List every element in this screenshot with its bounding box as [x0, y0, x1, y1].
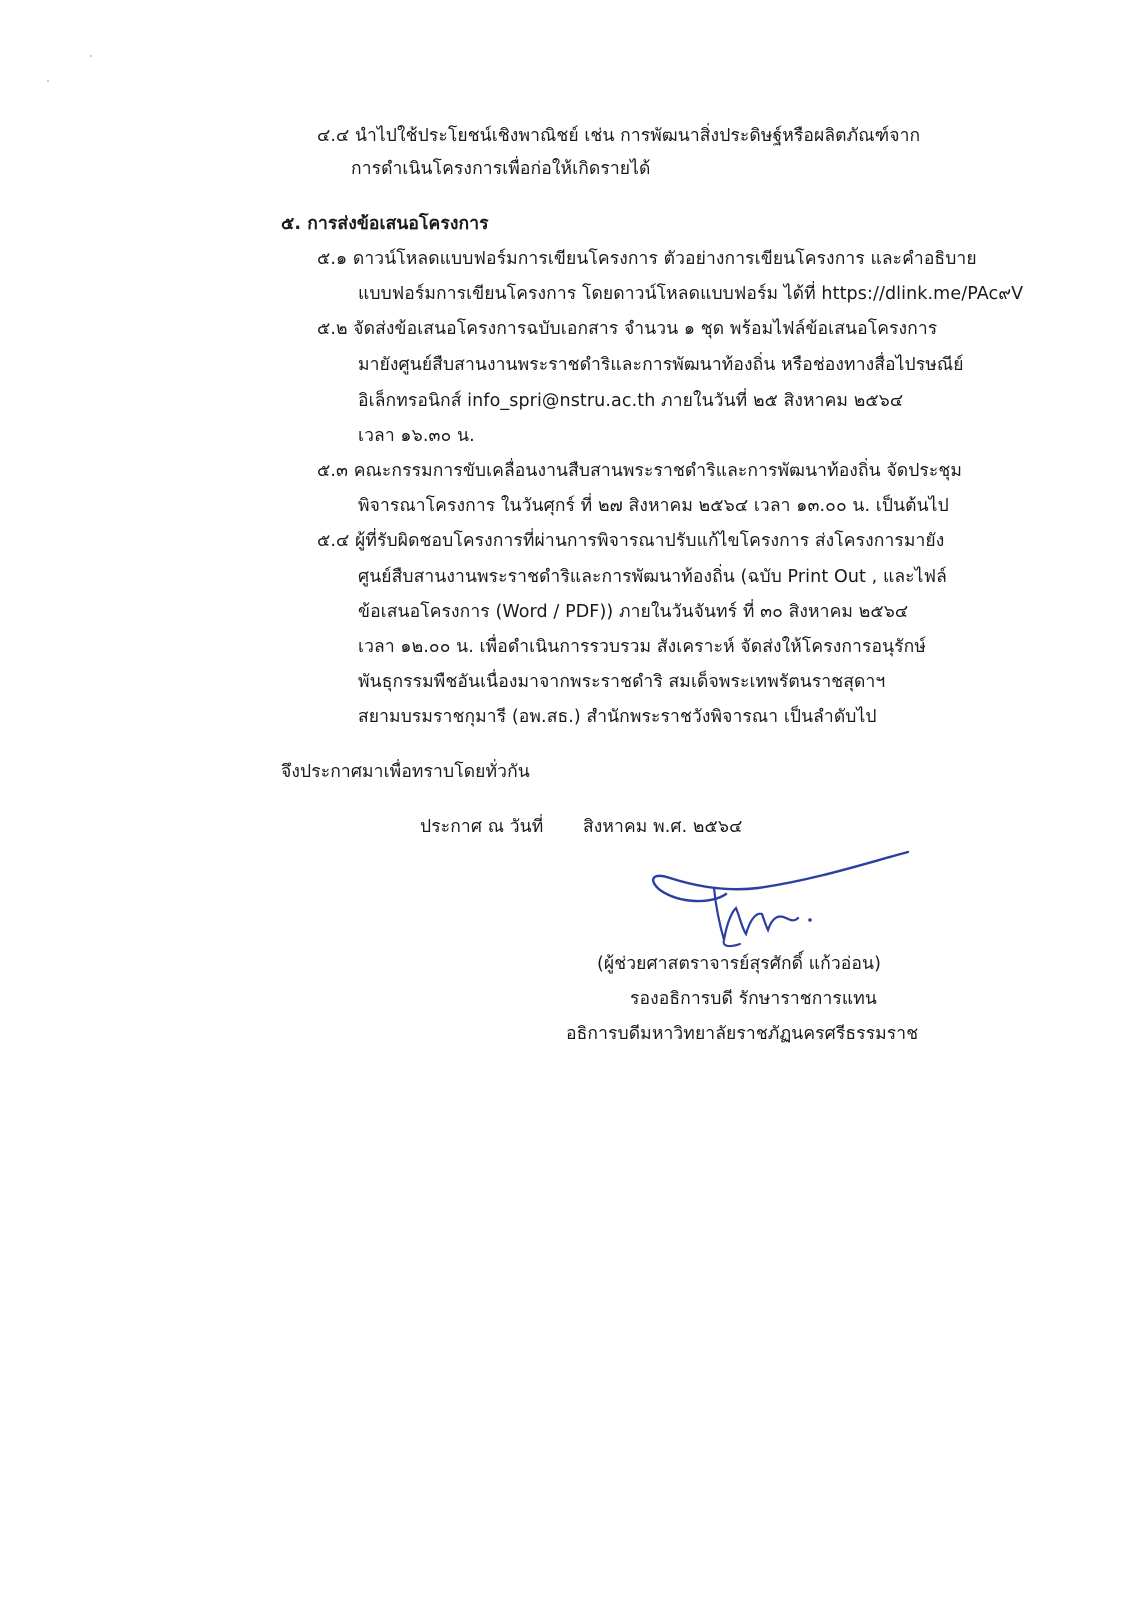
item-5-2-line-1: ๕.๒ จัดส่งข้อเสนอโครงการฉบับเอกสาร จำนวน ๑ ชุด พร้อมไฟล์ข้อเสนอโครงการ [317, 319, 938, 339]
announcement-date-month-year: สิงหาคม พ.ศ. ๒๕๖๔ [583, 817, 743, 837]
signatory-name: (ผู้ช่วยศาสตราจารย์สุรศักดิ์ แก้วอ่อน) [597, 954, 882, 974]
item-5-4-line-6: สยามบรมราชกุมารี (อพ.สธ.) สำนักพระราชวังพิจารณา เป็นลำดับไป [358, 707, 877, 727]
item-5-1-line-2: แบบฟอร์มการเขียนโครงการ โดยดาวน์โหลดแบบฟอร์ม ได้ที่ https://dlink.me/PAc๙V [358, 284, 1024, 304]
item-5-2-line-3: อิเล็กทรอนิกส์ info_spri@nstru.ac.th ภายในวันที่ ๒๕ สิงหาคม ๒๕๖๔ [358, 391, 904, 411]
item-4-4-line-2: การดำเนินโครงการเพื่อก่อให้เกิดรายได้ [351, 159, 651, 179]
item-4-4-line-1: ๔.๔ นำไปใช้ประโยชน์เชิงพาณิชย์ เช่น การพัฒนาสิ่งประดิษฐ์หรือผลิตภัณฑ์จาก [317, 126, 921, 146]
item-5-4-line-5: พันธุกรรมพืชอันเนื่องมาจากพระราชดำริ สมเด็จพระเทพรัตนราชสุดาฯ [358, 672, 886, 692]
signatory-position-2: อธิการบดีมหาวิทยาลัยราชภัฏนครศรีธรรมราช [566, 1024, 919, 1044]
item-5-4-line-2: ศูนย์สืบสานงานพระราชดำริและการพัฒนาท้องถิ่น (ฉบับ Print Out , และไฟล์ [358, 567, 947, 587]
item-5-4-line-1: ๕.๔ ผู้ที่รับผิดชอบโครงการที่ผ่านการพิจารณาปรับแก้ไขโครงการ ส่งโครงการมายัง [317, 531, 945, 551]
signature-image [640, 828, 920, 968]
item-5-2-line-2: มายังศูนย์สืบสานงานพระราชดำริและการพัฒนาท้องถิ่น หรือช่องทางสื่อไปรษณีย์ [358, 355, 964, 375]
item-5-3-line-1: ๕.๓ คณะกรรมการขับเคลื่อนงานสืบสานพระราชดำริและการพัฒนาท้องถิ่น จัดประชุม [317, 461, 963, 481]
item-5-4-line-3: ข้อเสนอโครงการ (Word / PDF)) ภายในวันจันทร์ ที่ ๓๐ สิงหาคม ๒๕๖๔ [358, 602, 909, 622]
signatory-position-1: รองอธิการบดี รักษาราชการแทน [630, 989, 877, 1009]
item-5-3-line-2: พิจารณาโครงการ ในวันศุกร์ ที่ ๒๗ สิงหาคม ๒๕๖๔ เวลา ๑๓.๐๐ น. เป็นต้นไป [358, 496, 949, 516]
item-5-2-line-4: เวลา ๑๖.๓๐ น. [358, 426, 475, 446]
announcement-date-prefix: ประกาศ ณ วันที่ [420, 817, 544, 837]
closing-statement: จึงประกาศมาเพื่อทราบโดยทั่วกัน [281, 762, 530, 782]
section-5-heading: ๕. การส่งข้อเสนอโครงการ [281, 214, 489, 234]
item-5-1-line-1: ๕.๑ ดาวน์โหลดแบบฟอร์มการเขียนโครงการ ตัวอย่างการเขียนโครงการ และคำอธิบาย [317, 249, 977, 269]
scan-speck [47, 80, 49, 82]
scan-speck [90, 55, 92, 57]
item-5-4-line-4: เวลา ๑๒.๐๐ น. เพื่อดำเนินการรวบรวม สังเคราะห์ จัดส่งให้โครงการอนุรักษ์ [358, 637, 926, 657]
